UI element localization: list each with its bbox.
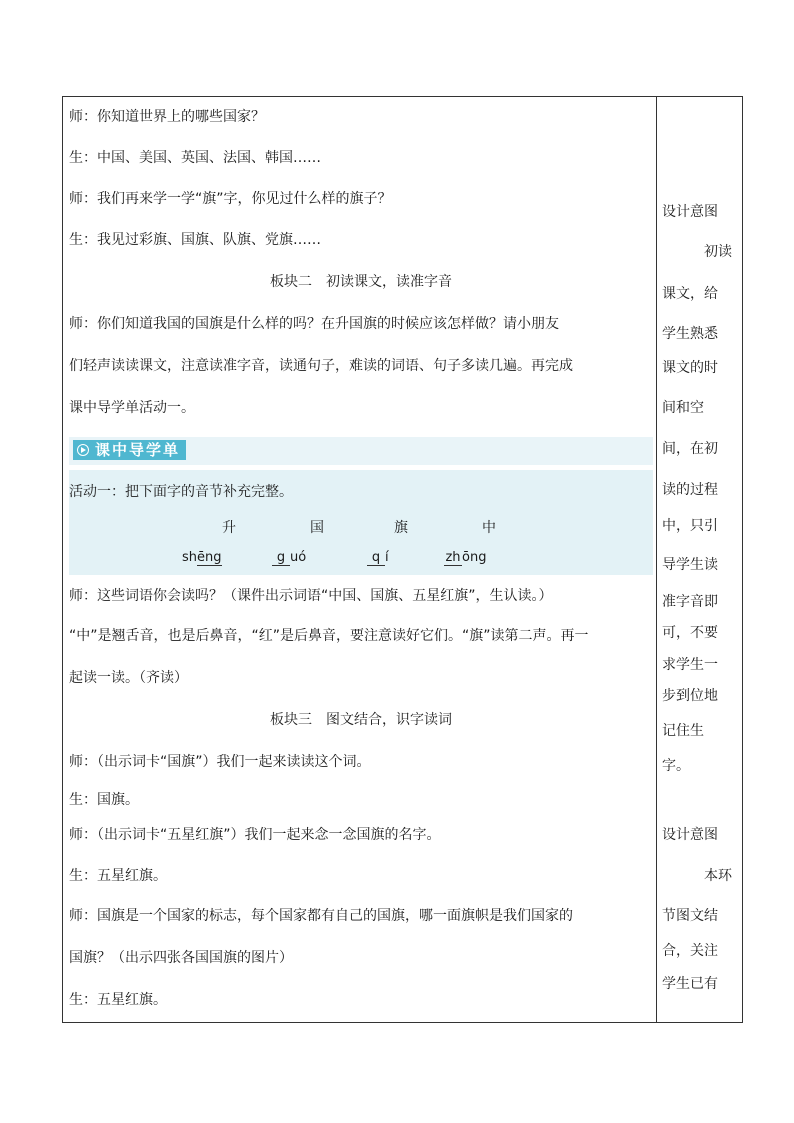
dialogue-line: 师：（出示词卡“五星红旗”）我们一起来念一念国旗的名字。 bbox=[69, 827, 441, 843]
dialogue-line: 师：（出示词卡“国旗”）我们一起来读读这个词。 bbox=[69, 754, 371, 770]
guide-label: 课中导学单 bbox=[95, 441, 181, 459]
note-line: 学生已有 bbox=[662, 976, 718, 992]
guide-tag bbox=[73, 440, 186, 460]
note-heading: 设计意图 bbox=[662, 204, 718, 220]
note-line: 记住生 bbox=[662, 723, 704, 739]
note-line: 节图文结 bbox=[662, 908, 718, 924]
note-line: 准字音即 bbox=[662, 594, 718, 610]
pinyin-blank[interactable]: ēng bbox=[197, 550, 222, 565]
note-line: 学生熟悉 bbox=[662, 326, 718, 342]
character: 中 bbox=[482, 520, 496, 536]
paragraph-line: 起读一读。（齐读） bbox=[69, 670, 188, 686]
note-line: 可，不要 bbox=[662, 625, 718, 641]
character-row bbox=[69, 517, 653, 537]
note-line: 字。 bbox=[662, 758, 690, 774]
dialogue-line: 国旗？（出示四张各国国旗的图片） bbox=[69, 950, 293, 966]
note-line: 合，关注 bbox=[662, 943, 718, 959]
pinyin-item: q í bbox=[367, 550, 389, 566]
character: 旗 bbox=[394, 520, 408, 536]
note-line: 课文，给 bbox=[662, 286, 718, 302]
note-line: 求学生一 bbox=[662, 657, 718, 673]
pinyin-blank[interactable]: zh bbox=[445, 550, 461, 565]
paragraph-line: 们轻声读读课文，注意读准字音，读通句子，难读的词语、句子多读几遍。再完成 bbox=[69, 358, 573, 374]
note-line: 中，只引 bbox=[662, 518, 718, 534]
note-line: 课文的时 bbox=[662, 360, 718, 376]
pinyin-blank[interactable]: g bbox=[272, 550, 290, 566]
note-line: 间和空 bbox=[662, 400, 704, 416]
paragraph-line: 课中导学单活动一。 bbox=[69, 400, 195, 416]
pinyin-blank[interactable]: q bbox=[367, 550, 385, 566]
note-line: 间，在初 bbox=[662, 441, 718, 457]
note-line: 读的过程 bbox=[662, 482, 718, 498]
pinyin-item: zhōng bbox=[445, 550, 487, 565]
character: 升 bbox=[222, 520, 236, 536]
note-line: 初读 bbox=[704, 244, 732, 260]
section-title: 板块二 初读课文，读准字音 bbox=[270, 274, 452, 290]
dialogue-line: 生：我见过彩旗、国旗、队旗、党旗…… bbox=[69, 232, 321, 248]
paragraph-line: “中”是翘舌音，也是后鼻音，“红”是后鼻音，要注意读好它们。“旗”读第二声。再一 bbox=[69, 628, 589, 644]
pinyin-row bbox=[69, 550, 653, 570]
dialogue-line: 生：中国、美国、英国、法国、韩国…… bbox=[69, 150, 321, 166]
play-circle-icon bbox=[77, 444, 89, 456]
activity-instruction: 活动一：把下面字的音节补充完整。 bbox=[69, 484, 293, 500]
guide-banner bbox=[69, 437, 653, 465]
note-heading: 设计意图 bbox=[662, 827, 718, 843]
note-line: 导学生读 bbox=[662, 557, 718, 573]
character: 国 bbox=[310, 520, 324, 536]
pinyin-item: g uó bbox=[272, 550, 306, 566]
dialogue-line: 生：五星红旗。 bbox=[69, 992, 167, 1008]
dialogue-line: 师：你知道世界上的哪些国家？ bbox=[69, 109, 265, 125]
dialogue-line: 师：我们再来学一学“旗”字，你见过什么样的旗子？ bbox=[69, 191, 392, 207]
dialogue-line: 师：国旗是一个国家的标志，每个国家都有自己的国旗，哪一面旗帜是我们国家的 bbox=[69, 908, 573, 924]
section-title: 板块三 图文结合，识字读词 bbox=[270, 712, 452, 728]
dialogue-line: 生：国旗。 bbox=[69, 792, 139, 808]
note-line: 本环 bbox=[704, 868, 732, 884]
paragraph-line: 师：你们知道我国的国旗是什么样的吗？在升国旗的时候应该怎样做？请小朋友 bbox=[69, 316, 559, 332]
column-divider bbox=[656, 96, 657, 1023]
paragraph-line: 师：这些词语你会读吗？（课件出示词语“中国、国旗、五星红旗”，生认读。） bbox=[69, 588, 553, 604]
pinyin-item: shēng bbox=[182, 550, 222, 565]
note-line: 步到位地 bbox=[662, 688, 718, 704]
dialogue-line: 生：五星红旗。 bbox=[69, 868, 167, 884]
